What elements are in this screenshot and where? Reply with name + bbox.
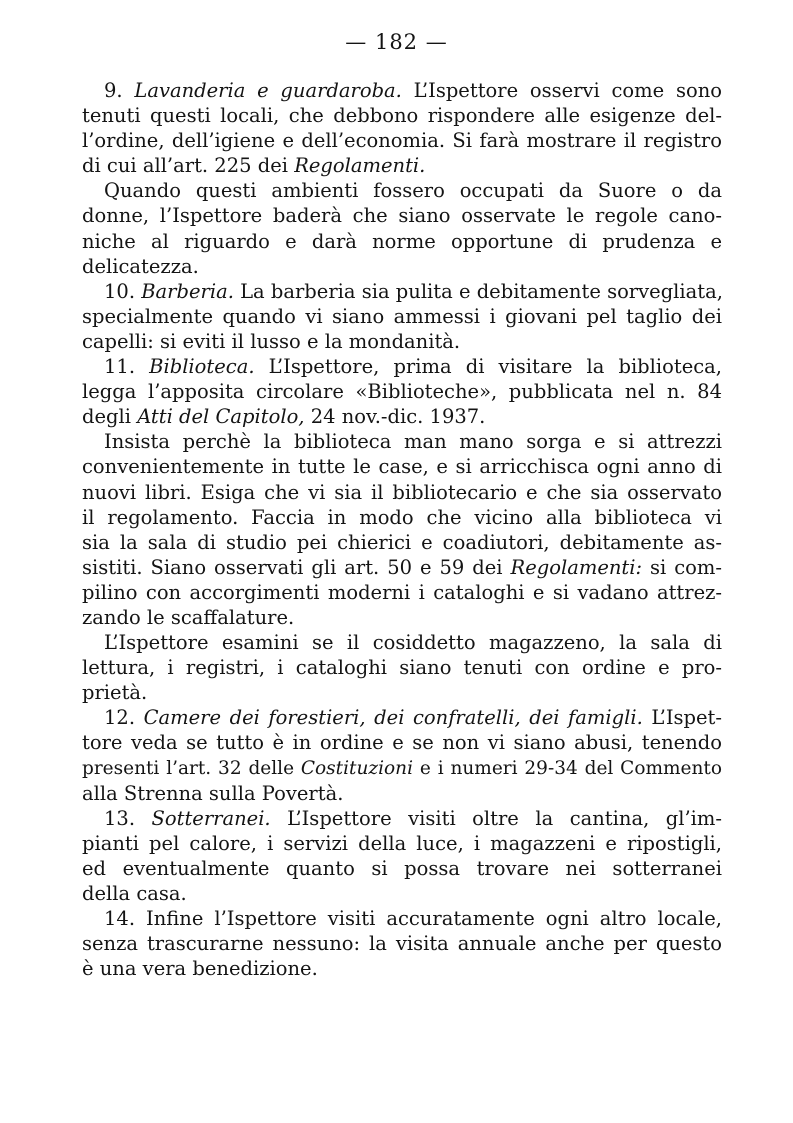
text-line: sia la sala di studio pei chierici e coadiutori, debitamente as- (82, 530, 722, 554)
text-line: della casa. (82, 882, 187, 905)
text-line: senza trascurarne nessuno: la visita annuale anche per questo (82, 932, 722, 956)
text-line: prietà. (82, 681, 148, 705)
text-line: niche al riguardo e darà norme opportune di prudenza e (82, 229, 722, 253)
text-line: tore veda se tutto è in ordine e se non vi siano abusi, tenendo (82, 731, 722, 755)
text-line: tenuti questi locali, che debbono rispondere alle esigenze del- (82, 104, 722, 128)
text-line: di cui all’art. 225 dei Regolamenti. (82, 154, 426, 178)
text-line: pianti pel calore, i servizi della luce, i magazzeni e ripostigli, (82, 831, 722, 855)
text-line: zando le scaffalature. (82, 605, 295, 629)
text-line: capelli: si eviti il lusso e la mondanità. (82, 329, 461, 353)
text-line: delicatezza. (82, 254, 199, 278)
text-line: 12. Camere dei forestieri, dei confratelli, dei famigli. L’Ispet- (104, 706, 722, 730)
text-line: lettura, i registri, i cataloghi siano tenuti con ordine e pro- (82, 656, 722, 680)
text-line: specialmente quando vi siano ammessi i giovani pel taglio dei (82, 304, 722, 328)
text-line: presenti l’art. 32 delle Costituzioni e i numeri 29-34 del Commento (82, 757, 722, 779)
text-line: Quando questi ambienti fossero occupati da Suore o da (104, 179, 722, 203)
text-line: L’Ispettore esamini se il cosiddetto magazzeno, la sala di (104, 631, 722, 655)
text-line: 13. Sotterranei. L’Ispettore visiti oltre la cantina, gl’im- (104, 806, 722, 830)
text-line: convenientemente in tutte le case, e si arricchisca ogni anno di (82, 455, 722, 479)
text-line: il regolamento. Faccia in modo che vicino alla biblioteca vi (82, 505, 722, 529)
text-line: 9. Lavanderia e guardaroba. L’Ispettore osservi come sono (104, 79, 723, 102)
text-line: è una vera benedizione. (82, 957, 318, 981)
text-line: 10. Barberia. La barberia sia pulita e debitamente sorvegliata, (104, 279, 723, 303)
text-line: ed eventualmente quanto si possa trovare nei sotterranei (82, 856, 722, 880)
text-line: sistiti. Siano osservati gli art. 50 e 59 dei Regolamenti: si com- (82, 555, 722, 579)
text-line: degli Atti del Capitolo, 24 nov.-dic. 1937. (82, 405, 486, 429)
text-line: 11. Biblioteca. L’Ispettore, prima di visitare la biblioteca, (104, 355, 722, 379)
text-line: alla Strenna sulla Povertà. (82, 781, 344, 805)
text-line: Insista perchè la biblioteca man mano sorga e si attrezzi (104, 430, 722, 454)
text-line: donne, l’Ispettore baderà che siano osservate le regole cano- (82, 204, 722, 228)
text-line: 14. Infine l’Ispettore visiti accuratamente ogni altro locale, (104, 907, 722, 931)
page-number: — 182 — (345, 30, 448, 54)
body-text (82, 78, 722, 981)
text-line: nuovi libri. Esiga che vi sia il bibliotecario e che sia osservato (82, 480, 722, 504)
text-line: l’ordine, dell’igiene e dell’economia. Si farà mostrare il registro (82, 129, 722, 153)
text-line: legga l’apposita circolare «Biblioteche», pubblicata nel n. 84 (82, 380, 722, 404)
text-line: pilino con accorgimenti moderni i cataloghi e si vadano attrez- (82, 580, 722, 604)
